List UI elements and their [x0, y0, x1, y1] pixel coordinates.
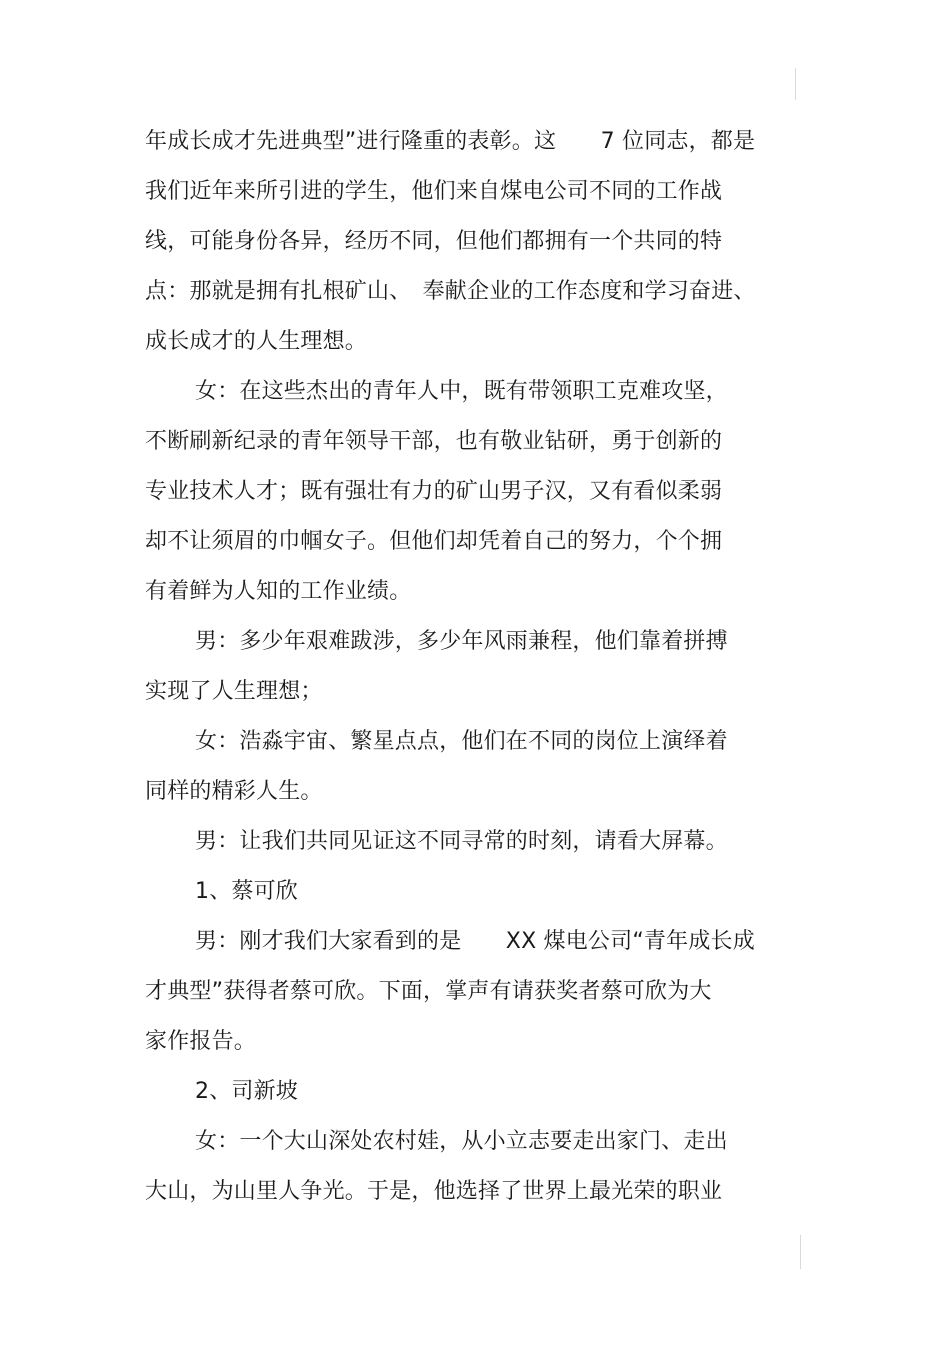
- paragraph-start: 女：浩淼宇宙、繁星点点，他们在不同的岗位上演绎着: [195, 729, 728, 754]
- text-line: 我们近年来所引进的学生，他们来自煤电公司不同的工作战: [145, 179, 723, 204]
- section-heading: 1、蔡可欣: [195, 879, 298, 904]
- paragraph-start: 女：一个大山深处农村娃，从小立志要走出家门、走出: [195, 1129, 728, 1154]
- paragraph-start: 男：刚才我们大家看到的是 XX 煤电公司“青年成长成: [195, 929, 755, 954]
- text-line: 有着鲜为人知的工作业绩。: [145, 579, 412, 604]
- text-line: 线，可能身份各异，经历不同，但他们都拥有一个共同的特: [145, 229, 723, 254]
- text-line: 年成长成才先进典型”进行隆重的表彰。这 7 位同志，都是: [145, 129, 756, 154]
- text-line: 成长成才的人生理想。: [145, 329, 368, 354]
- text-line: 大山，为山里人争光。于是，他选择了世界上最光荣的职业: [145, 1179, 723, 1204]
- paragraph-start: 男：让我们共同见证这不同寻常的时刻，请看大屏幕。: [195, 829, 728, 854]
- text-line: 家作报告。: [145, 1029, 257, 1054]
- text-line: 专业技术人才；既有强壮有力的矿山男子汉，又有看似柔弱: [145, 479, 723, 504]
- corner-mark-bottom-right: [800, 1235, 801, 1269]
- corner-mark-top-right: [795, 68, 796, 100]
- text-line: 点：那就是拥有扎根矿山、 奉献企业的工作态度和学习奋进、: [145, 279, 756, 304]
- paragraph-start: 男：多少年艰难跋涉，多少年风雨兼程，他们靠着拼搏: [195, 629, 728, 654]
- text-line: 却不让须眉的巾帼女子。但他们却凭着自己的努力，个个拥: [145, 529, 723, 554]
- text-line: 同样的精彩人生。: [145, 779, 323, 804]
- section-heading: 2、司新坡: [195, 1079, 298, 1104]
- text-line: 实现了人生理想；: [145, 679, 323, 704]
- paragraph-start: 女：在这些杰出的青年人中，既有带领职工克难攻坚，: [195, 379, 728, 404]
- text-line: 不断刷新纪录的青年领导干部，也有敬业钻研，勇于创新的: [145, 429, 723, 454]
- text-line: 才典型”获得者蔡可欣。下面，掌声有请获奖者蔡可欣为大: [145, 979, 712, 1004]
